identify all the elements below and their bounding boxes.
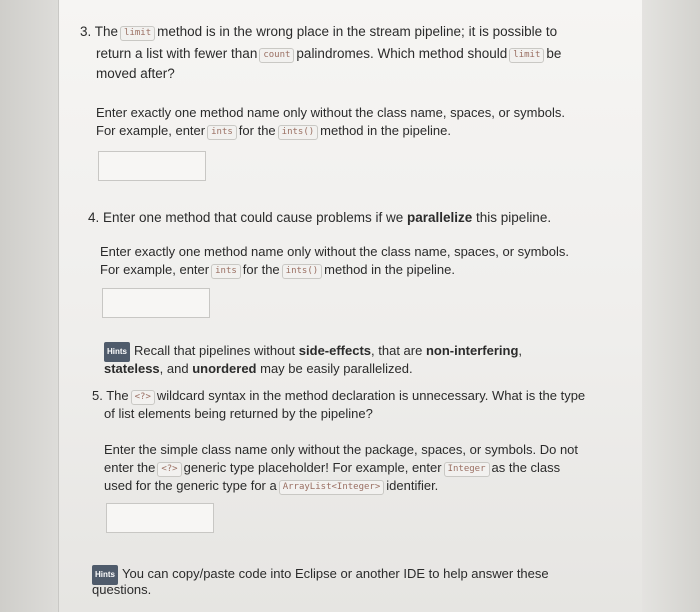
code-ints-call: ints() bbox=[278, 125, 319, 140]
question-3-instruction-2: For example, enter ints for the ints() method in the pipeline. bbox=[96, 123, 451, 138]
question-5-instruction-2: enter the <?> generic type placeholder! For example, enter Integer as the class bbox=[104, 460, 561, 475]
question-3-answer-input[interactable] bbox=[98, 151, 206, 181]
question-5-instruction-3: used for the generic type for a ArrayList<Integer> identifier. bbox=[104, 478, 439, 493]
question-3-line-2: return a list with fewer than count palindromes. Which method should limit be bbox=[96, 46, 562, 61]
code-arraylist: ArrayList<Integer> bbox=[279, 480, 385, 495]
question-3-line-3: moved after? bbox=[96, 66, 175, 81]
question-5-answer-input[interactable] bbox=[106, 503, 214, 533]
question-5-hint-line-1: Hints You can copy/paste code into Eclipse or another IDE to help answer these bbox=[92, 565, 549, 585]
question-4-hint-line-1: Hints Recall that pipelines without side-effects, that are non-interfering, bbox=[104, 342, 522, 362]
question-4-hint-line-2: stateless, and unordered may be easily parallelized. bbox=[104, 361, 413, 376]
code-count: count bbox=[259, 48, 294, 63]
code-ints: ints bbox=[207, 125, 237, 140]
code-wildcard: <?> bbox=[131, 390, 155, 405]
question-5-hint-line-2: questions. bbox=[92, 582, 152, 597]
question-4-line-1: 4. Enter one method that could cause problems if we parallelize this pipeline. bbox=[88, 210, 552, 225]
code-limit: limit bbox=[120, 26, 155, 41]
question-5-line-2: of list elements being returned by the pipeline? bbox=[104, 406, 373, 421]
question-4-instruction-2: For example, enter ints for the ints() method in the pipeline. bbox=[100, 262, 455, 277]
code-limit: limit bbox=[509, 48, 544, 63]
question-3-line-1: 3. The limit method is in the wrong place in the stream pipeline; it is possible to bbox=[80, 24, 558, 39]
question-4-answer-input[interactable] bbox=[102, 288, 210, 318]
question-5-instruction-1: Enter the simple class name only without the package, spaces, or symbols. Do not bbox=[104, 442, 579, 457]
code-ints-call: ints() bbox=[282, 264, 323, 279]
code-wildcard: <?> bbox=[157, 462, 181, 477]
code-integer: Integer bbox=[444, 462, 490, 477]
hints-badge[interactable]: Hints bbox=[104, 342, 130, 362]
hints-badge[interactable]: Hints bbox=[92, 565, 118, 585]
code-ints: ints bbox=[211, 264, 241, 279]
question-4-instruction-1: Enter exactly one method name only without the class name, spaces, or symbols. bbox=[100, 244, 569, 259]
question-5-line-1: 5. The <?> wildcard syntax in the method declaration is unnecessary. What is the type bbox=[92, 388, 586, 403]
question-3-instruction-1: Enter exactly one method name only without the class name, spaces, or symbols. bbox=[96, 105, 565, 120]
right-margin bbox=[642, 0, 700, 612]
left-margin bbox=[0, 0, 58, 612]
